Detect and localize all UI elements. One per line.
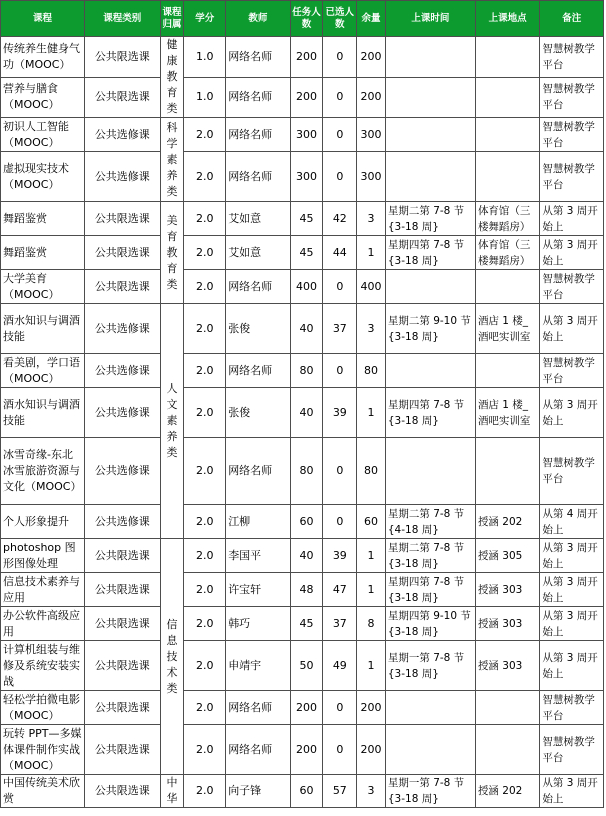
course-name: 舞蹈鉴赏: [1, 202, 85, 236]
class-time: 星期四第 9-10 节{3-18 周}: [385, 607, 475, 641]
remaining: 1: [357, 236, 386, 270]
capacity: 200: [290, 725, 323, 775]
class-place: [475, 438, 539, 505]
selected-count: 0: [323, 691, 357, 725]
capacity: 60: [290, 505, 323, 539]
header-row: [1, 1, 604, 37]
teacher: 网络名师: [226, 118, 290, 152]
course-type: 公共限选课: [84, 775, 160, 808]
course-name: 轻松学拍微电影（MOOC）: [1, 691, 85, 725]
teacher: 向子锋: [226, 775, 290, 808]
header-note: 备注: [540, 1, 604, 37]
course-name: 个人形象提升: [1, 505, 85, 539]
selected-count: 0: [323, 37, 357, 78]
credit: 2.0: [184, 725, 226, 775]
note: 智慧树教学平台: [540, 152, 604, 202]
course-name: 虚拟现实技术（MOOC）: [1, 152, 85, 202]
header-course: 课程: [1, 1, 85, 37]
class-time: [385, 152, 475, 202]
table-row: [1, 725, 604, 775]
course-type: 公共选修课: [84, 438, 160, 505]
capacity: 200: [290, 691, 323, 725]
selected-count: 57: [323, 775, 357, 808]
table-row: [1, 573, 604, 607]
capacity: 40: [290, 388, 323, 438]
header-teacher: 教师: [226, 1, 290, 37]
course-type: 公共限选课: [84, 641, 160, 691]
capacity: 45: [290, 236, 323, 270]
class-time: [385, 725, 475, 775]
remaining: 200: [357, 725, 386, 775]
class-time: 星期二第 9-10 节{3-18 周}: [385, 304, 475, 354]
remaining: 1: [357, 641, 386, 691]
class-place: 酒店 1 楼_酒吧实训室: [475, 388, 539, 438]
class-place: 体育馆（三楼舞蹈房）: [475, 236, 539, 270]
course-group-cell: [160, 304, 184, 539]
class-time: 星期一第 7-8 节{3-18 周}: [385, 775, 475, 808]
credit: 2.0: [184, 304, 226, 354]
note: 从第 3 周开始上: [540, 304, 604, 354]
note: 智慧树教学平台: [540, 725, 604, 775]
table-row: [1, 438, 604, 505]
remaining: 80: [357, 354, 386, 388]
class-time: [385, 438, 475, 505]
note: 智慧树教学平台: [540, 37, 604, 78]
header-time: 上课时间: [385, 1, 475, 37]
class-time: 星期二第 7-8 节{3-18 周}: [385, 539, 475, 573]
teacher: 网络名师: [226, 270, 290, 304]
teacher: 申靖宇: [226, 641, 290, 691]
course-group-cell: [160, 37, 184, 118]
course-name: 中国传统美术欣赏: [1, 775, 85, 808]
teacher: 许宝轩: [226, 573, 290, 607]
table-row: [1, 691, 604, 725]
credit: 2.0: [184, 236, 226, 270]
class-time: [385, 37, 475, 78]
note: 智慧树教学平台: [540, 118, 604, 152]
course-type: 公共选修课: [84, 354, 160, 388]
capacity: 200: [290, 37, 323, 78]
teacher: 艾如意: [226, 236, 290, 270]
credit: 2.0: [184, 641, 226, 691]
course-type: 公共选修课: [84, 304, 160, 354]
selected-count: 0: [323, 354, 357, 388]
table-row: [1, 202, 604, 236]
teacher: 李国平: [226, 539, 290, 573]
credit: 2.0: [184, 438, 226, 505]
teacher: 网络名师: [226, 77, 290, 118]
course-type: 公共限选课: [84, 691, 160, 725]
course-name: 看美剧，学口语（MOOC）: [1, 354, 85, 388]
remaining: 200: [357, 77, 386, 118]
course-name: 初识人工智能（MOOC）: [1, 118, 85, 152]
capacity: 40: [290, 539, 323, 573]
note: 智慧树教学平台: [540, 270, 604, 304]
credit: 2.0: [184, 270, 226, 304]
table-row: [1, 236, 604, 270]
course-group-label: 科学素养类: [166, 120, 178, 198]
course-name: 大学美育（MOOC）: [1, 270, 85, 304]
remaining: 200: [357, 691, 386, 725]
course-type: 公共限选课: [84, 725, 160, 775]
teacher: 网络名师: [226, 37, 290, 78]
course-group-label: 健康教育类: [166, 38, 178, 115]
class-place: [475, 270, 539, 304]
table-row: [1, 304, 604, 354]
credit: 2.0: [184, 354, 226, 388]
remaining: 3: [357, 304, 386, 354]
course-group-label: 美育教育类: [166, 213, 178, 291]
class-place: [475, 77, 539, 118]
selected-count: 0: [323, 270, 357, 304]
note: 从第 3 周开始上: [540, 388, 604, 438]
credit: 2.0: [184, 607, 226, 641]
remaining: 1: [357, 573, 386, 607]
remaining: 80: [357, 438, 386, 505]
class-place: 授涵 202: [475, 775, 539, 808]
teacher: 网络名师: [226, 725, 290, 775]
note: 从第 3 周开始上: [540, 202, 604, 236]
teacher: 网络名师: [226, 438, 290, 505]
capacity: 45: [290, 607, 323, 641]
class-time: 星期二第 7-8 节{3-18 周}: [385, 202, 475, 236]
course-type: 公共选修课: [84, 152, 160, 202]
class-place: [475, 354, 539, 388]
course-name: 营养与膳食（MOOC）: [1, 77, 85, 118]
course-name: photoshop 图形图像处理: [1, 539, 85, 573]
capacity: 45: [290, 202, 323, 236]
class-time: [385, 691, 475, 725]
capacity: 50: [290, 641, 323, 691]
remaining: 1: [357, 539, 386, 573]
header-selected: 已选人数: [323, 1, 357, 37]
class-place: [475, 725, 539, 775]
remaining: 60: [357, 505, 386, 539]
selected-count: 0: [323, 438, 357, 505]
course-name: 玩转 PPT—多媒体课件制作实战（MOOC）: [1, 725, 85, 775]
credit: 2.0: [184, 573, 226, 607]
class-place: 酒店 1 楼_酒吧实训室: [475, 304, 539, 354]
note: 从第 3 周开始上: [540, 573, 604, 607]
class-place: [475, 152, 539, 202]
note: 从第 4 周开始上: [540, 505, 604, 539]
course-type: 公共选修课: [84, 388, 160, 438]
table-row: [1, 505, 604, 539]
table-row: [1, 775, 604, 808]
table-row: [1, 539, 604, 573]
table-row: [1, 37, 604, 78]
credit: 2.0: [184, 388, 226, 438]
course-name: 办公软件高级应用: [1, 607, 85, 641]
course-group-label: 中华: [166, 776, 178, 805]
credit: 2.0: [184, 539, 226, 573]
class-place: 授涵 305: [475, 539, 539, 573]
header-place: 上课地点: [475, 1, 539, 37]
course-name: 计算机组装与维修及系统安装实战: [1, 641, 85, 691]
table-row: [1, 118, 604, 152]
course-type: 公共限选课: [84, 607, 160, 641]
class-time: 星期一第 7-8 节{3-18 周}: [385, 641, 475, 691]
note: 从第 3 周开始上: [540, 641, 604, 691]
credit: 2.0: [184, 118, 226, 152]
remaining: 3: [357, 202, 386, 236]
course-group-cell: [160, 202, 184, 304]
note: 智慧树教学平台: [540, 438, 604, 505]
table-row: [1, 77, 604, 118]
teacher: 网络名师: [226, 152, 290, 202]
note: 从第 3 周开始上: [540, 775, 604, 808]
teacher: 张俊: [226, 388, 290, 438]
header-credit: 学分: [184, 1, 226, 37]
header-course-group: 课程归属: [160, 1, 184, 37]
selected-count: 0: [323, 505, 357, 539]
credit: 2.0: [184, 152, 226, 202]
selected-count: 37: [323, 607, 357, 641]
credit: 2.0: [184, 775, 226, 808]
note: 智慧树教学平台: [540, 354, 604, 388]
course-name: 冰雪奇缘-东北冰雪旅游资源与文化（MOOC）: [1, 438, 85, 505]
course-name: 传统养生健身气功（MOOC）: [1, 37, 85, 78]
remaining: 300: [357, 152, 386, 202]
table-row: [1, 388, 604, 438]
class-place: 授涵 303: [475, 641, 539, 691]
class-time: 星期四第 7-8 节{3-18 周}: [385, 573, 475, 607]
credit: 2.0: [184, 202, 226, 236]
credit: 2.0: [184, 691, 226, 725]
capacity: 80: [290, 438, 323, 505]
course-group-cell: [160, 775, 184, 808]
selected-count: 0: [323, 77, 357, 118]
selected-count: 49: [323, 641, 357, 691]
class-time: [385, 354, 475, 388]
table-row: [1, 354, 604, 388]
course-type: 公共限选课: [84, 77, 160, 118]
selected-count: 42: [323, 202, 357, 236]
course-type: 公共限选课: [84, 202, 160, 236]
class-place: [475, 691, 539, 725]
teacher: 网络名师: [226, 691, 290, 725]
selected-count: 47: [323, 573, 357, 607]
capacity: 300: [290, 152, 323, 202]
table-row: [1, 607, 604, 641]
capacity: 60: [290, 775, 323, 808]
course-name: 舞蹈鉴赏: [1, 236, 85, 270]
class-time: [385, 118, 475, 152]
teacher: 艾如意: [226, 202, 290, 236]
selected-count: 0: [323, 118, 357, 152]
course-group-cell: [160, 118, 184, 202]
capacity: 300: [290, 118, 323, 152]
capacity: 40: [290, 304, 323, 354]
class-time: 星期四第 7-8 节{3-18 周}: [385, 388, 475, 438]
table-row: [1, 270, 604, 304]
remaining: 200: [357, 37, 386, 78]
class-place: [475, 118, 539, 152]
header-course-type: 课程类别: [84, 1, 160, 37]
selected-count: 0: [323, 152, 357, 202]
selected-count: 37: [323, 304, 357, 354]
teacher: 江柳: [226, 505, 290, 539]
class-place: 授涵 303: [475, 573, 539, 607]
capacity: 200: [290, 77, 323, 118]
class-place: 授涵 202: [475, 505, 539, 539]
course-group-label: 人文素养类: [166, 382, 178, 459]
class-time: 星期二第 7-8 节{4-18 周}: [385, 505, 475, 539]
note: 智慧树教学平台: [540, 691, 604, 725]
credit: 1.0: [184, 37, 226, 78]
course-type: 公共限选课: [84, 573, 160, 607]
course-group-cell: [160, 539, 184, 775]
course-type: 公共选修课: [84, 118, 160, 152]
header-remaining: 余量: [357, 1, 386, 37]
class-time: [385, 77, 475, 118]
remaining: 1: [357, 388, 386, 438]
course-group-label: 信息技术类: [166, 617, 178, 695]
class-time: [385, 270, 475, 304]
selected-count: 0: [323, 725, 357, 775]
header-capacity: 任务人数: [290, 1, 323, 37]
teacher: 张俊: [226, 304, 290, 354]
selected-count: 39: [323, 388, 357, 438]
course-type: 公共限选课: [84, 270, 160, 304]
class-place: [475, 37, 539, 78]
course-name: 信息技术素养与应用: [1, 573, 85, 607]
capacity: 400: [290, 270, 323, 304]
remaining: 400: [357, 270, 386, 304]
class-place: 授涵 303: [475, 607, 539, 641]
table-row: [1, 152, 604, 202]
capacity: 48: [290, 573, 323, 607]
note: 从第 3 周开始上: [540, 607, 604, 641]
credit: 1.0: [184, 77, 226, 118]
teacher: 韩巧: [226, 607, 290, 641]
remaining: 300: [357, 118, 386, 152]
course-name: 酒水知识与调酒技能: [1, 388, 85, 438]
course-type: 公共选修课: [84, 505, 160, 539]
course-name: 酒水知识与调酒技能: [1, 304, 85, 354]
course-type: 公共限选课: [84, 37, 160, 78]
capacity: 80: [290, 354, 323, 388]
class-time: 星期四第 7-8 节{3-18 周}: [385, 236, 475, 270]
credit: 2.0: [184, 505, 226, 539]
table-row: [1, 641, 604, 691]
selected-count: 44: [323, 236, 357, 270]
remaining: 8: [357, 607, 386, 641]
selected-count: 39: [323, 539, 357, 573]
remaining: 3: [357, 775, 386, 808]
note: 智慧树教学平台: [540, 77, 604, 118]
note: 从第 3 周开始上: [540, 236, 604, 270]
course-type: 公共限选课: [84, 236, 160, 270]
class-place: 体育馆（三楼舞蹈房）: [475, 202, 539, 236]
note: 从第 3 周开始上: [540, 539, 604, 573]
teacher: 网络名师: [226, 354, 290, 388]
course-type: 公共限选课: [84, 539, 160, 573]
